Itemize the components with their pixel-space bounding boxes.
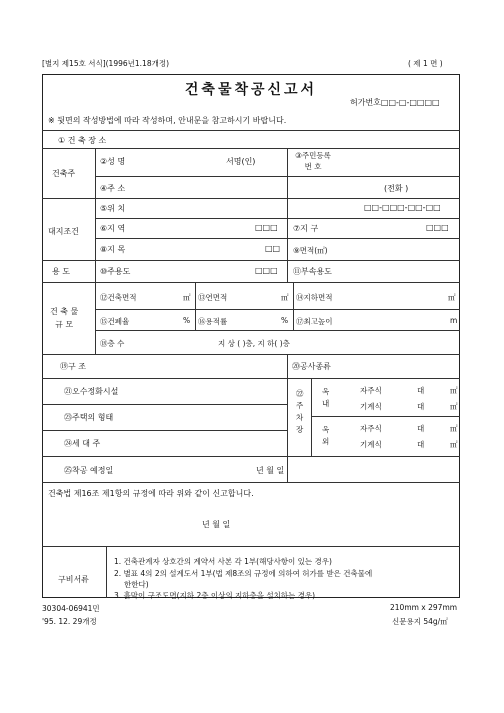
households-label: ㉔세 대 주 xyxy=(64,439,101,448)
land-category-label: ⑧지 목 xyxy=(100,245,126,254)
main-use-boxes: □□□ xyxy=(255,266,278,275)
outdoor-self-label: 자주식 xyxy=(360,424,382,433)
coverage-label: ⑮건폐율 xyxy=(100,317,130,326)
floor-area-label: ⑬연면적 xyxy=(198,293,228,302)
structure-label: ⑲구 조 xyxy=(60,362,86,371)
floor-area-unit: ㎡ xyxy=(281,293,289,302)
floors-text: 지 상 ( )층, 지 하( )층 xyxy=(218,339,290,348)
indoor-mech-m2: ㎡ xyxy=(450,402,458,411)
seal-label: 서명(인) xyxy=(226,157,256,166)
far-unit: % xyxy=(281,316,289,325)
land-category-boxes: □□ xyxy=(265,244,281,253)
form-reference: [별지 제15호 서식](1996년1.18개정) xyxy=(42,59,170,68)
doc-1: 1. 건축관계자 상호간의 계약서 사본 각 1부(해당사항이 있는 경우) xyxy=(114,557,332,566)
main-use-label: ⑩주용도 xyxy=(100,267,131,276)
building-area-label: ⑫건축면적 xyxy=(100,293,137,302)
max-height-unit: m xyxy=(450,316,458,325)
indoor-self-m2: ㎡ xyxy=(450,386,458,395)
building-area-unit: ㎡ xyxy=(183,293,191,302)
footer-revised: '95. 12. 29개정 xyxy=(42,617,97,626)
basement-area-label: ⑭지하면적 xyxy=(296,293,333,302)
location-label: ⑤위 치 xyxy=(100,204,126,213)
indoor-self-unit: 대 xyxy=(417,386,425,395)
declaration-text: 건축법 제16조 제1항의 규정에 따라 위와 같이 신고합니다. xyxy=(48,489,254,498)
outdoor-mech-label: 기계식 xyxy=(360,440,382,449)
sub-use-label: ⑪부속용도 xyxy=(293,267,332,276)
form-frame xyxy=(42,74,460,598)
indoor-mech-label: 기계식 xyxy=(360,402,382,411)
floors-label: ⑱층 수 xyxy=(100,339,125,348)
zone-label: ⑥지 역 xyxy=(100,224,126,233)
scale-label: 건 축 물 규 모 xyxy=(50,307,79,329)
site-label: ① 건 축 장 소 xyxy=(58,136,107,145)
footer-size: 210mm x 297mm xyxy=(390,603,458,612)
resident-no-label: ③주민등록 번 호 xyxy=(295,151,331,171)
usage-label: 용 도 xyxy=(52,267,70,276)
doc-3: 3. 흙막이 구조도면(지하 2층 이상의 지하층을 설치하는 경우) xyxy=(114,591,316,600)
start-date-ymd: 년 월 일 xyxy=(256,466,285,475)
address-label: ④주 소 xyxy=(100,184,126,193)
indoor-label: 옥 내 xyxy=(322,387,330,408)
area-label: ⑨면적(㎡) xyxy=(293,246,328,255)
district-label: ⑦지 구 xyxy=(293,224,319,233)
name-label: ②성 명 xyxy=(100,157,126,166)
doc-2-cont: 한한다) xyxy=(124,580,149,589)
far-label: ⑯용적률 xyxy=(198,317,228,326)
doc-2: 2. 별표 4의 2의 설계도서 1부(법 제8조의 규정에 의하여 허가를 받은 건축물에 xyxy=(114,569,373,578)
indoor-mech-unit: 대 xyxy=(417,402,425,411)
declaration-date: 년 월 일 xyxy=(202,520,231,529)
indoor-self-label: 자주식 xyxy=(360,386,382,395)
location-boxes: □□-□□□-□□-□□ xyxy=(364,203,441,212)
outdoor-label: 옥 외 xyxy=(322,425,330,446)
footer-code: 30304-06941민 xyxy=(42,604,100,613)
notice: ※ 뒷면의 작성방법에 따라 작성하며, 안내문을 참고하시기 바랍니다. xyxy=(48,116,287,125)
footer-paper: 신문용지 54g/㎡ xyxy=(392,617,448,626)
outdoor-mech-m2: ㎡ xyxy=(450,440,458,449)
district-boxes: □□□ xyxy=(426,223,449,232)
docs-label: 구비서류 xyxy=(58,575,89,584)
start-date-label: ㉕착공 예정일 xyxy=(64,466,114,475)
sewage-label: ㉑오수정화시설 xyxy=(64,387,119,396)
outdoor-mech-unit: 대 xyxy=(417,440,425,449)
construction-type-label: ⑳공사종류 xyxy=(292,362,331,371)
housing-label: ㉓주택의 형태 xyxy=(64,413,114,422)
phone-label: (전화 ) xyxy=(384,184,409,193)
permit-number: 허가번호□□-□-□□□□ xyxy=(350,98,440,107)
page-number: ( 제 1 면 ) xyxy=(408,59,443,68)
max-height-label: ⑰최고높이 xyxy=(296,317,333,326)
page-title: 건축물착공신고서 xyxy=(184,82,318,98)
outdoor-self-unit: 대 xyxy=(417,424,425,433)
coverage-unit: % xyxy=(183,316,191,325)
zone-boxes: □□□ xyxy=(255,223,278,232)
outdoor-self-m2: ㎡ xyxy=(450,424,458,433)
owner-label: 건축주 xyxy=(52,169,76,178)
basement-area-unit: ㎡ xyxy=(448,293,456,302)
parking-label: ㉒ 주 차 장 xyxy=(296,389,304,434)
land-label: 대지조건 xyxy=(48,227,79,236)
